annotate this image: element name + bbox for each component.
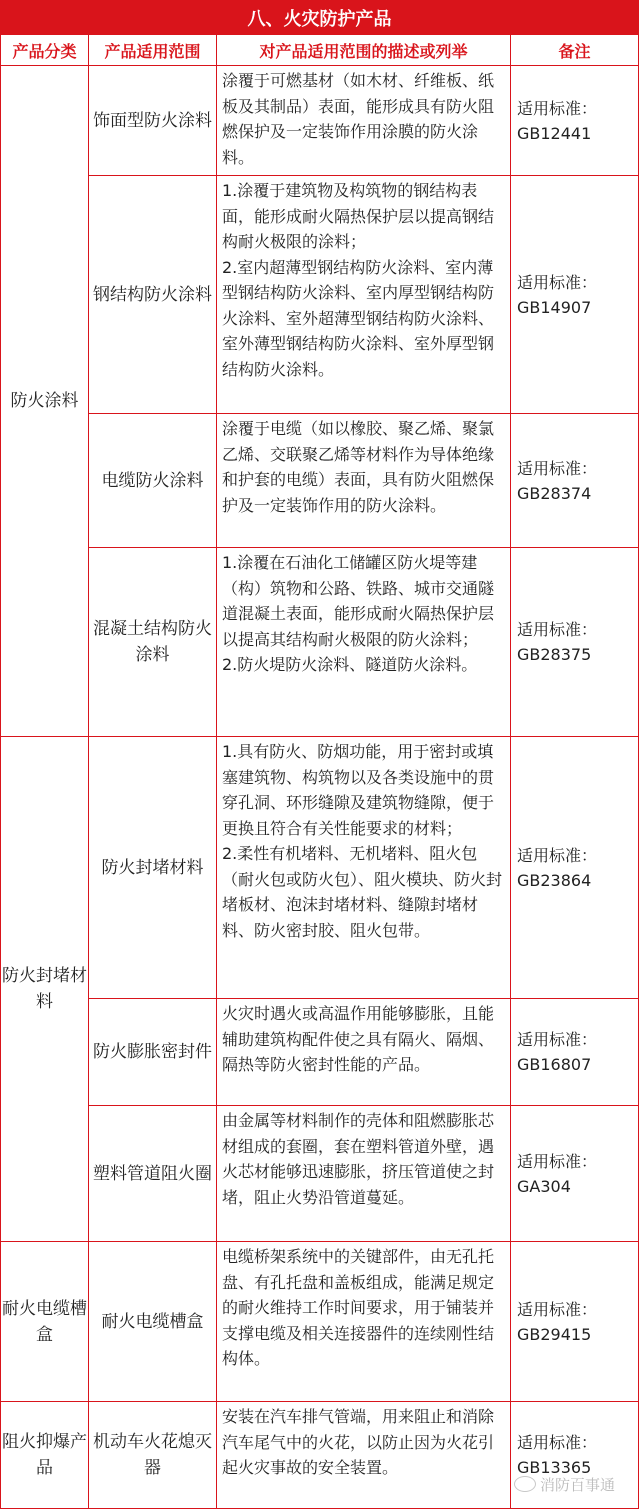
note-cell	[511, 414, 639, 548]
description-cell	[217, 1106, 511, 1242]
description-line: 1.具有防火、防烟功能，用于密封或填塞建筑物、构筑物以及各类设施中的贯穿孔洞、环形缝隙及建筑物缝隙，便于更换且符合有关性能要求的材料；	[222, 742, 495, 838]
note-cell	[511, 1106, 639, 1242]
standard-code: GB28374	[517, 483, 592, 503]
header-scope: 产品适用范围	[89, 35, 217, 66]
category-cell: 防火涂料	[1, 66, 89, 737]
description-line: 安装在汽车排气管端，用来阻止和消除汽车尾气中的火花，以防止因为火花引起火灾事故的安全装置。	[222, 1407, 495, 1477]
standard-label: 适用标准：	[517, 620, 598, 639]
note-cell	[511, 176, 639, 414]
note-cell	[511, 1242, 639, 1402]
scope-cell: 混凝土结构防火涂料	[89, 548, 217, 737]
category-cell: 耐火电缆槽盒	[1, 1242, 89, 1402]
standard-code: GB13365	[517, 1458, 592, 1477]
description-line: 2.防火堤防火涂料、隧道防火涂料。	[222, 655, 478, 674]
scope-cell: 防火封堵材料	[89, 737, 217, 999]
table-row	[1, 414, 639, 548]
description-cell	[217, 737, 511, 999]
description-cell	[217, 1242, 511, 1402]
table-row	[1, 1242, 639, 1402]
watermark	[514, 1474, 615, 1495]
standard-code: GB14907	[517, 297, 592, 317]
table-row	[1, 737, 639, 999]
standard-label: 适用标准：	[517, 845, 598, 865]
standard-label: 适用标准：	[517, 1151, 598, 1171]
standard-label: 适用标准：	[517, 1299, 598, 1319]
description-cell	[217, 66, 511, 176]
header-description: 对产品适用范围的描述或列举	[217, 35, 511, 66]
scope-cell: 饰面型防火涂料	[89, 66, 217, 176]
description-cell	[217, 176, 511, 414]
category-cell: 阻火抑爆产品	[1, 1402, 89, 1509]
description-cell	[217, 548, 511, 737]
scope-cell: 塑料管道阻火圈	[89, 1106, 217, 1242]
scope-cell: 机动车火花熄灭器	[89, 1402, 217, 1509]
table-row	[1, 1106, 639, 1242]
standard-code: GB28375	[517, 645, 592, 664]
description-line: 涂覆于电缆（如以橡胶、聚乙烯、聚氯乙烯、交联聚乙烯等材料作为导体绝缘和护套的电缆）表面，具有防火阻燃保护及一定装饰作用的防火涂料。	[222, 419, 495, 515]
standard-label: 适用标准：	[517, 98, 598, 118]
wechat-icon	[514, 1476, 536, 1492]
description-line: 电缆桥架系统中的关键部件，由无孔托盘、有孔托盘和盖板组成，能满足规定的耐火维持工作时间要求，用于铺装并支撑电缆及相关连接器件的连续刚性结构体。	[222, 1247, 495, 1368]
standard-code: GB29415	[517, 1324, 592, 1344]
scope-cell: 钢结构防火涂料	[89, 176, 217, 414]
description-line: 由金属等材料制作的壳体和阻燃膨胀芯材组成的套圈，套在塑料管道外壁，遇火芯材能够迅速膨胀，挤压管道使之封堵，阻止火势沿管道蔓延。	[222, 1111, 495, 1207]
note-cell	[511, 737, 639, 999]
standard-label: 适用标准：	[517, 272, 598, 292]
watermark-text: 消防百事通	[540, 1476, 616, 1494]
table-row	[1, 548, 639, 737]
description-line: 2.柔性有机堵料、无机堵料、阻火包（耐火包或防火包）、阻火模块、防火封堵板材、泡沫封堵材料、缝隙封堵材料、防火密封胶、阻火包带。	[222, 844, 503, 940]
description-line: 火灾时遇火或高温作用能够膨胀，且能辅助建筑构配件使之具有隔火、隔烟、隔热等防火密封性能的产品。	[222, 1004, 495, 1074]
table-title: 八、火灾防护产品	[1, 1, 639, 35]
header-category: 产品分类	[1, 35, 89, 66]
category-cell: 防火封堵材料	[1, 737, 89, 1242]
description-line: 1.涂覆于建筑物及构筑物的钢结构表面，能形成耐火隔热保护层以提高钢结构耐火极限的涂料；	[222, 181, 495, 251]
description-line: 2.室内超薄型钢结构防火涂料、室内薄型钢结构防火涂料、室内厚型钢结构防火涂料、室外超薄型钢结构防火涂料、室外薄型钢结构防火涂料、室外厚型钢结构防火涂料。	[222, 257, 495, 379]
standard-code: GB23864	[517, 870, 592, 890]
scope-cell: 耐火电缆槽盒	[89, 1242, 217, 1402]
scope-cell: 防火膨胀密封件	[89, 999, 217, 1106]
table-row	[1, 66, 639, 176]
table-row	[1, 176, 639, 414]
standard-code: GB12441	[517, 123, 592, 143]
description-line: 涂覆于可燃基材（如木材、纤维板、纸板及其制品）表面，能形成具有防火阻燃保护及一定装饰作用涂膜的防火涂料。	[222, 71, 495, 167]
standard-label: 适用标准：	[517, 1030, 598, 1049]
standard-code: GA304	[517, 1176, 571, 1196]
scope-cell: 电缆防火涂料	[89, 414, 217, 548]
table-row	[1, 999, 639, 1106]
description-line: 1.涂覆在石油化工储罐区防火堤等建（构）筑物和公路、铁路、城市交通隧道混凝土表面，能形成耐火隔热保护层以提高其结构耐火极限的防火涂料；	[222, 553, 495, 649]
note-cell	[511, 66, 639, 176]
description-cell	[217, 414, 511, 548]
standard-code: GB16807	[517, 1055, 592, 1074]
note-cell	[511, 548, 639, 737]
header-row	[1, 35, 639, 66]
description-cell	[217, 999, 511, 1106]
standard-label: 适用标准：	[517, 1433, 598, 1452]
standard-label: 适用标准：	[517, 458, 598, 478]
description-cell	[217, 1402, 511, 1509]
note-cell	[511, 999, 639, 1106]
header-note: 备注	[511, 35, 639, 66]
